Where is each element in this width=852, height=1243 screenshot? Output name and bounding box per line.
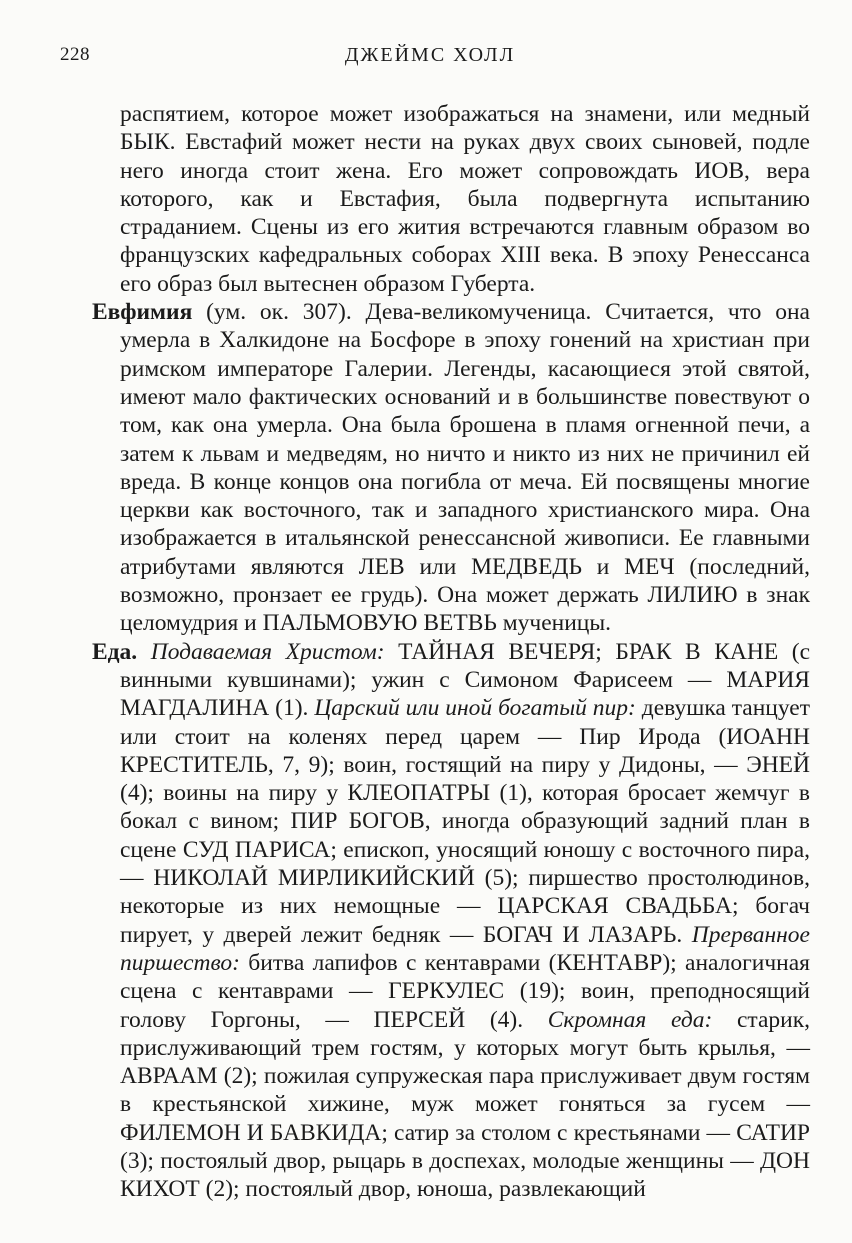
entry-text: распятием, которое может изображаться на знамени, или медный БЫК. Евстафий может нести на руках двух своих сыновей, подле него иногда стоит жена. Его может сопровождать ИОВ, вера которого, как и Евстафия, была подвергнута испытанию страданием. Сцены из его жития встречаются главным образом во французских кафедральных соборах XIII века. В эпоху Ренессанса его образ был вытеснен образом Губерта. — [120, 101, 810, 297]
running-head: ДЖЕЙМС ХОЛЛ — [344, 44, 516, 66]
page-number: 228 — [60, 44, 90, 65]
subheading-italic: Подаваемая Христом: — [150, 638, 385, 665]
subheading-italic: Царский или иной богатый пир: — [314, 695, 636, 722]
entry-text: ТАЙНАЯ ВЕЧЕРЯ; БРАК В КАНЕ (с винными кувшинами); ужин с Симоном Фарисеем — МАРИЯ МАГДАЛИНА (1). — [120, 638, 811, 722]
entry-text: девушка танцует или стоит на коленях перед царем — Пир Ирода (ИОАНН КРЕСТИТЕЛЬ, 7, 9); воин, гостящий на пиру у Дидоны, — ЭНЕЙ (4); воины на пиру у КЛЕОПАТРЫ (1), которая бросает жемчуг в бокал с вином; ПИР БОГОВ, иногда образующий задний план в сцене СУД ПАРИСА; епископ, уносящий юношу с восточного пира, — НИКОЛАЙ МИРЛИКИЙСКИЙ (5); пиршество простолюдинов, некоторые из них немощные — ЦАРСКАЯ СВАДЬБА; богач пирует, у дверей лежит бедняк — БОГАЧ И ЛАЗАРЬ. — [120, 695, 810, 948]
dictionary-entry — [92, 638, 810, 1204]
entry-text: (ум. ок. 307). Дева-великомученица. Считается, что она умерла в Халкидоне на Босфоре в эпоху гонений на христиан при римском императоре Галерии. Легенды, касающиеся этой святой, имеют мало фактических оснований и в большинстве повествуют о том, как она умерла. Она была брошена в пламя огненной печи, а затем к львам и медведям, но ничто и никто из них не причинил ей вреда. В конце концов она погибла от меча. Ей посвящены многие церкви как восточного, так и западного христианского мира. Она изображается в итальянской ренессансной живописи. Ее главными атрибутами являются ЛЕВ или МЕДВЕДЬ и МЕЧ (последний, возможно, пронзает ее грудь). Она может держать ЛИЛИЮ в знак целомудрия и ПАЛЬМОВУЮ ВЕТВЬ мученицы. — [120, 299, 810, 637]
entry-text: битва лапифов с кентаврами (КЕНТАВР); аналогичная сцена с кентаврами — ГЕРКУЛЕС (19); воин, преподносящий голову Горгоны, — ПЕРСЕЙ (4). — [120, 949, 810, 1033]
entry-term: Еда. — [92, 638, 138, 665]
dictionary-entry — [92, 298, 810, 638]
entry-text: старик, прислуживающий трем гостям, у которых могут быть крылья, — АВРААМ (2); пожилая супружеская пара прислуживает двум гостям в крестьянской хижине, муж может гоняться за гусем — ФИЛЕМОН И БАВКИДА; сатир за столом с крестьянами — САТИР (3); постоялый двор, рыцарь в доспехах, молодые женщины — ДОН КИХОТ (2); постоялый двор, юноша, развлекающий — [120, 1006, 810, 1203]
subheading-italic: Прерванное пиршество: — [120, 921, 810, 976]
entry-text — [137, 639, 151, 665]
page-header — [60, 44, 800, 72]
paragraph-continued — [92, 100, 810, 298]
article-body — [92, 100, 810, 1204]
subheading-italic: Скромная еда: — [547, 1006, 713, 1033]
entry-term: Евфимия — [92, 299, 193, 326]
